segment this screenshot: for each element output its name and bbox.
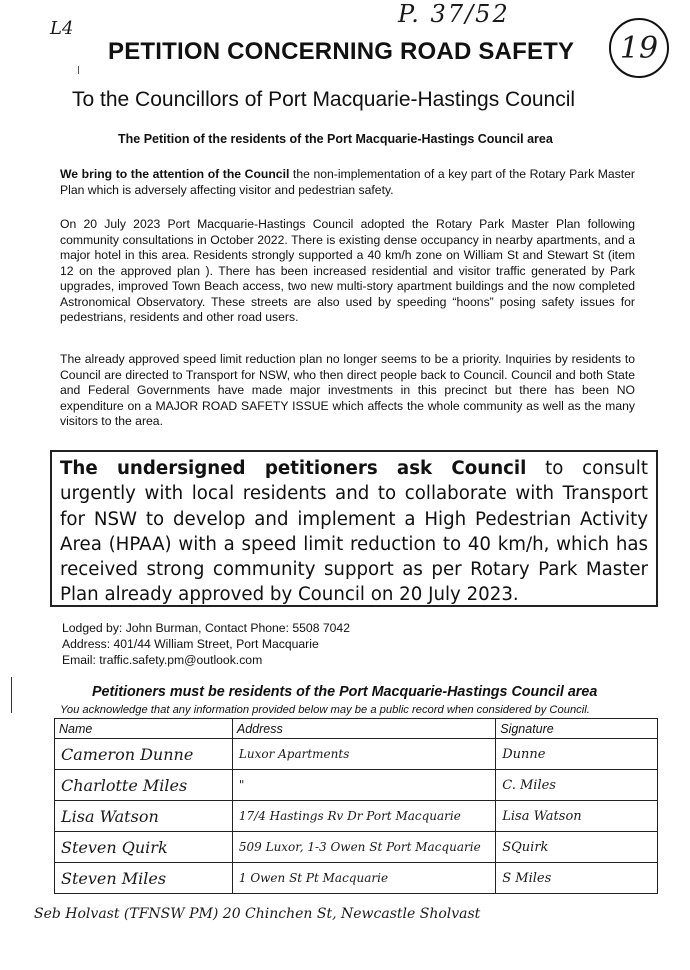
column-header-signature: Signature: [496, 719, 658, 739]
petition-request-box: [50, 450, 658, 607]
pen-tick: [78, 66, 79, 74]
page-title: PETITION CONCERNING ROAD SAFETY: [108, 38, 575, 65]
public-record-notice: You acknowledge that any information provided below may be a public record when considered by Council.: [60, 704, 590, 716]
petitioner-address: 17/4 Hastings Rv Dr Port Macquarie: [232, 801, 495, 832]
handwritten-extra-entry: Seb Holvast (TFNSW PM) 20 Chinchen St, Newcastle Sholvast: [34, 906, 481, 922]
petitioner-signature: C. Miles: [496, 770, 658, 801]
corner-mark: L4: [50, 18, 74, 39]
petitioner-name: Steven Quirk: [55, 832, 233, 863]
paragraph-background: On 20 July 2023 Port Macquarie-Hastings Council adopted the Rotary Park Master Plan following community consultations in October 2022. There is existing dense occupancy in nearby apartments, and a major hotel in this area. Residents strongly supported a 40 km/h zone on William St and Stewart St (item 12 on the approved plan ). There has been increased residential and visitor traffic generated by Park upgrades, improved Town Beach access, two new multi-story apartment buildings and the now completed Astronomical Observatory. These streets are also used by speeding “hoons” posing safety issues for pedestrians, residents and other road users.: [60, 217, 635, 324]
request-rest: to consult urgently with local residents and to collaborate with Transport for NSW to develop and implement a High Pedestrian Activity Area (HPAA) with a speed limit reduction to 40 km/h, which has received strong community support as per Rotary Park Master Plan already approved by Council on 20 July 2023.: [60, 458, 648, 606]
petitioner-name: Charlotte Miles: [55, 770, 233, 801]
petitioner-name: Lisa Watson: [55, 801, 233, 832]
table-row: [55, 770, 658, 801]
lodged-address-line: Address: 401/44 William Street, Port Macquarie: [62, 636, 319, 651]
petitioner-address: ": [232, 770, 495, 801]
paragraph-attention-lead: We bring to the attention of the Council: [60, 167, 290, 181]
petitioner-name: Cameron Dunne: [55, 739, 233, 770]
signature-table: [54, 718, 658, 894]
petitioner-signature: SQuirk: [496, 832, 658, 863]
paragraph-attention: [60, 167, 635, 198]
table-row: [55, 801, 658, 832]
lodged-email-line: Email: traffic.safety.pm@outlook.com: [62, 652, 263, 667]
petitioner-address: Luxor Apartments: [232, 739, 495, 770]
page-reference: P. 37/52: [398, 0, 510, 28]
petition-intro: The Petition of the residents of the Port Macquarie-Hastings Council area: [118, 132, 553, 146]
table-row: [55, 739, 658, 770]
residency-requirement: Petitioners must be residents of the Port Macquarie-Hastings Council area: [92, 684, 598, 700]
column-header-name: Name: [55, 719, 233, 739]
column-header-address: Address: [232, 719, 495, 739]
paragraph-attention-rest: the non-implementation of a key part of the Rotary Park Master Plan which is adversely affecting visitor and pedestrian safety.: [60, 167, 635, 197]
table-row: [55, 832, 658, 863]
petitioner-signature: Dunne: [496, 739, 658, 770]
signature-table-header: [55, 719, 658, 739]
petitioner-name: Steven Miles: [55, 863, 233, 894]
petitioner-address: 509 Luxor, 1-3 Owen St Port Macquarie: [232, 832, 495, 863]
request-lead: The undersigned petitioners ask Council: [60, 458, 527, 479]
petitioner-address: 1 Owen St Pt Macquarie: [232, 863, 495, 894]
page-subtitle: To the Councillors of Port Macquarie-Hastings Council: [72, 88, 576, 111]
lodged-by-line: Lodged by: John Burman, Contact Phone: 5508 7042: [62, 621, 350, 635]
petitioner-signature: Lisa Watson: [496, 801, 658, 832]
paragraph-priority: The already approved speed limit reduction plan no longer seems to be a priority. Inquiries by residents to Council are directed to Transport for NSW, who then direct people back to Council. Council and both State and Federal Governments have made major investments in this precinct but there has been NO expenditure on a MAJOR ROAD SAFETY ISSUE which affects the whole community as well as the many visitors to the area.: [60, 352, 635, 428]
petitioner-signature: S Miles: [496, 863, 658, 894]
margin-pen-line: [11, 677, 12, 713]
table-row: [55, 863, 658, 894]
circled-number-text: 19: [619, 30, 659, 66]
circled-page-number: [609, 18, 669, 78]
lodged-by-block: [62, 621, 350, 668]
